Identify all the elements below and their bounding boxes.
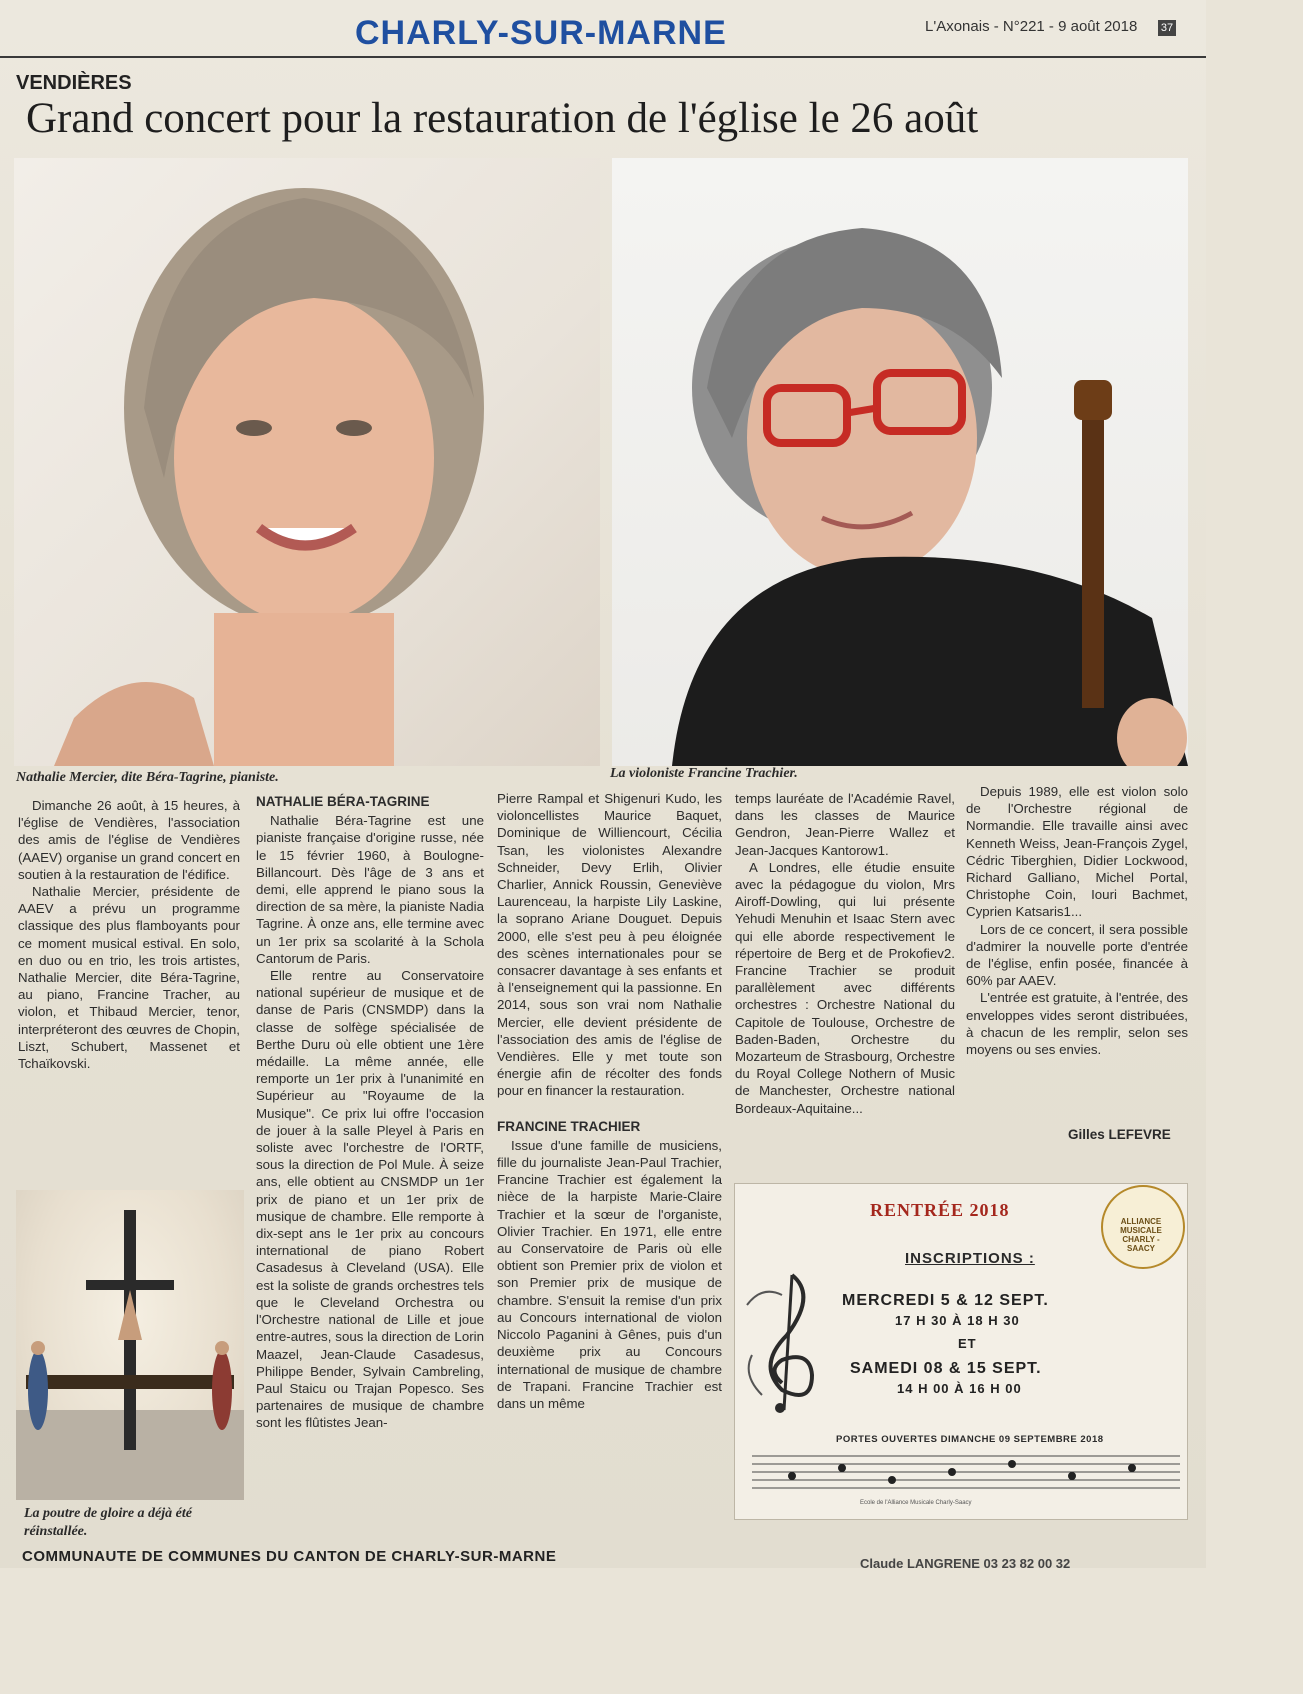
photo-violinist [612, 158, 1188, 766]
paragraph: Depuis 1989, elle est violon solo de l'Orchestre régional de Normandie. Elle travaille ainsi avec Kenneth Weiss, Jean-François Zygel, Cédric Tiberghien, Didier Lockwood, Richard Galliano, Michel Portal, Christophe Coin, Iouri Bachmet, Cyprien Katsaris1... [966, 784, 1188, 920]
article-column-4 [735, 790, 955, 1117]
caption-violinist: La violoniste Francine Trachier. [610, 766, 798, 781]
paragraph: Nathalie Béra-Tagrine est une pianiste française d'origine russe, née le 15 février 1960, à Boulogne-Billancourt. Dès l'âge de 3 ans et demi, elle apprend le piano sous la direction de sa mère, la pianiste Nadia Tagrine. À onze ans, elle termine avec un 1er prix sa scolarité à la Schola Cantorum de Paris. [256, 813, 484, 966]
paragraph: A Londres, elle étudie ensuite avec la pédagogue du violon, Mrs Airoff-Dowling, qui lui présente Yehudi Menuhin et Isaac Stern avec qui elle aborde respectivement le répertoire de Berg et de Prokofiev2. Francine Trachier se produit parallèlement avec différents orchestres : Orchestre National du Capitole de Toulouse, Orchestre de Baden-Baden, Orchestre du Mozarteum de Strasbourg, Orchestre du Royal College Nothern of Music de Manchester, Orchestre national Bordeaux-Aquitaine... [735, 859, 955, 1116]
caption-chapel-line1: La poutre de gloire a déjà été [24, 1506, 192, 1521]
photo-pianist [14, 158, 600, 766]
article-headline: Grand concert pour la restauration de l'église le 26 août [26, 95, 979, 142]
ad-title: RENTRÉE 2018 [870, 1200, 1010, 1220]
ad-date-wednesday: MERCREDI 5 & 12 SEPT. [842, 1292, 1049, 1309]
subhead-nathalie: NATHALIE BÉRA-TAGRINE [256, 794, 430, 809]
music-staff-illustration [752, 1448, 1180, 1494]
caption-chapel-line2: réinstallée. [24, 1524, 88, 1539]
article-kicker: VENDIÈRES [16, 72, 132, 94]
subhead-francine: FRANCINE TRACHIER [497, 1118, 641, 1134]
violinist-portrait-illustration [612, 158, 1188, 766]
footer-contact: Claude LANGRENE 03 23 82 00 32 [860, 1556, 1071, 1571]
paragraph: Nathalie Mercier, présidente de AAEV a prévu un programme classique des plus flamboyants pour ce moment musical estival. En solo, en duo ou en trio, les trois artistes, Nathalie Mercier, dite Béra-Tagrine, au piano, Francine Tracher, au violon, et Thibaud Mercier, tenor, interpréteront des œuvres de Chopin, Liszt, Schubert, Massenet et Tchaïkovski. [18, 884, 240, 1072]
article-column-2 [256, 793, 484, 1432]
ad-time-wednesday: 17 H 30 À 18 H 30 [895, 1313, 1020, 1328]
caption-chapel [24, 1505, 254, 1541]
caption-pianist: Nathalie Mercier, dite Béra-Tagrine, pianiste. [16, 770, 279, 785]
article-column-5 [966, 783, 1188, 1058]
author-signature: Gilles LEFEVRE [1068, 1127, 1171, 1142]
ad-et: ET [958, 1336, 977, 1351]
header-rule [0, 56, 1206, 58]
paragraph: L'entrée est gratuite, à l'entrée, des enveloppes vides seront distribuées, à chacun de les remplir, selon ses moyens ou ses envies. [966, 990, 1188, 1058]
article-column-3 [497, 790, 722, 1412]
paragraph: temps lauréate de l'Académie Ravel, dans les classes de Maurice Gendron, Jean-Pierre Wallez et Jean-Jacques Kantorow1. [735, 791, 955, 858]
paragraph: Elle rentre au Conservatoire national supérieur de musique et de danse de Paris (CNSMDP) dans la classe de solfège spécialisée de Berthe Duru où elle obtient une 1ère médaille. La même année, elle remporte un 1er prix à l'unanimité en Supérieur au "Royaume de la Musique". Ce prix lui offre l'occasion de jouer à la salle Pleyel à Paris en soliste avec l'orchestre de l'ORTF, sous la direction de Pol Mule. À seize ans, elle obtient au CNSMDP un 1er prix de piano et un 1er prix de musique de chambre. Elle remporte à dix-sept ans le 1er prix au concours international de piano Robert Casadesus à Cleveland (USA). Elle est la soliste de grands orchestres tels que le Cleveland Orchestra ou l'Orchestre national de Lille et joue entre-autres, sous la direction de Lorin Maazel, Jean-Claude Casadesus, Philippe Bender, Sylvain Cambreling, Paul Staicu ou Trajan Popesco. Ses partenaires de musique de chambre sont les flûtistes Jean- [256, 968, 484, 1431]
treble-clef-icon [742, 1265, 832, 1415]
ad-footer-small: Ecole de l'Alliance Musicale Charly-Saacy [860, 1500, 972, 1506]
photo-chapel-beam [16, 1190, 244, 1500]
pianist-portrait-illustration [14, 158, 600, 766]
ad-time-saturday: 14 H 00 À 16 H 00 [897, 1381, 1022, 1396]
article-column-1 [18, 797, 240, 1072]
crucifix-illustration [16, 1190, 244, 1500]
footer-banner: COMMUNAUTE DE COMMUNES DU CANTON DE CHARLY-SUR-MARNE [22, 1548, 557, 1565]
logo-text: ALLIANCE MUSICALE CHARLY - SAACY [1120, 1217, 1162, 1253]
paragraph: Lors de ce concert, il sera possible d'admirer la nouvelle porte d'entrée de l'église, enfin posée, financée à 60% par AAEV. [966, 921, 1188, 989]
section-masthead: CHARLY-SUR-MARNE [355, 14, 727, 52]
ad-inscriptions: INSCRIPTIONS : [905, 1250, 1035, 1267]
page-number: 37 [1158, 20, 1176, 36]
paragraph: Dimanche 26 août, à 15 heures, à l'église de Vendières, l'association des amis de l'église de Vendières (AAEV) organise un grand concert en soutien à la restauration de l'édifice. [18, 798, 240, 882]
ad-open-day: PORTES OUVERTES DIMANCHE 09 SEPTEMBRE 2018 [836, 1434, 1104, 1445]
paragraph: Pierre Rampal et Shigenuri Kudo, les violoncellistes Maurice Baquet, Dominique de Williencourt, Cécilia Tsan, les violonistes Alexandre Schneider, Devy Erlih, Olivier Charlier, Annick Roussin, Geneviève Laurenceau, la harpiste Lily Laskine, la soprano Ariane Douguet. Depuis 2000, elle s'est peu à peu éloignée des scènes internationales pour se consacrer davantage à ses enfants et à l'enseignement qui la passionne. En 2014, sous son vrai nom Nathalie Mercier, elle devient présidente de l'association des amis de l'église de Vendières. Elle y met toute son énergie afin de récolter des fonds pour en financer la restauration. [497, 791, 722, 1099]
ad-date-saturday: SAMEDI 08 & 15 SEPT. [850, 1360, 1042, 1377]
issue-info: L'Axonais - N°221 - 9 août 2018 [925, 18, 1138, 35]
paragraph: Issue d'une famille de musiciens, fille du journaliste Jean-Paul Trachier, Francine Trachier est également la nièce de la harpiste Marie-Claire Trachier et la sœur de l'organiste, Olivier Trachier. En 1971, elle entre au Conservatoire de Paris où elle obtient son Premier prix de violon et son Premier prix de musique de chambre. S'ensuit la remise d'un prix au Concours international de violon Niccolo Paganini à Gênes, puis d'un deuxième prix au Concours international de musique de chambre de Trapani. Francine Trachier est dans un même [497, 1137, 722, 1411]
